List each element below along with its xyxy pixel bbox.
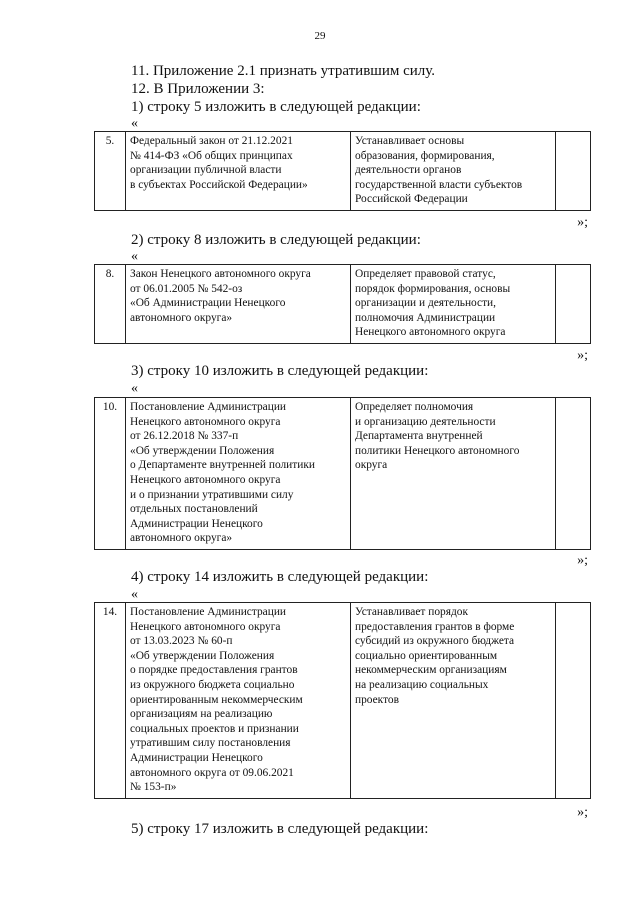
document-line: «Об утверждении Положения — [130, 649, 275, 662]
document-cell — [126, 603, 351, 799]
table-row — [95, 132, 591, 211]
purpose-line: Устанавливает основы — [355, 135, 465, 147]
document-line: отдельных постановлений — [130, 503, 258, 516]
opening-quote: « — [131, 249, 138, 264]
row-number: 10. — [95, 398, 126, 550]
purpose-line: некоммерческим организациям — [355, 664, 507, 677]
item-12-text: 12. В Приложении 3: — [131, 81, 265, 97]
row-10-table — [94, 397, 591, 550]
document-line: от 26.12.2018 № 337-п — [130, 430, 239, 443]
purpose-cell — [351, 398, 556, 550]
document-line: автономного округа» — [130, 311, 233, 324]
purpose-cell — [351, 265, 556, 344]
table-row — [95, 265, 591, 344]
document-line: и о признании утратившими силу — [130, 488, 294, 501]
empty-cell — [556, 603, 591, 799]
empty-cell — [556, 265, 591, 344]
document-line: от 13.03.2023 № 60-п — [130, 635, 233, 648]
document-line: о Департаменте внутренней политики — [130, 459, 315, 472]
document-line: в субъектах Российской Федерации» — [130, 178, 308, 191]
empty-cell — [556, 398, 591, 550]
document-line: Ненецкого автономного округа — [130, 473, 281, 486]
document-line: № 414-ФЗ «Об общих принципах — [130, 149, 293, 162]
document-line: Постановление Администрации — [130, 401, 287, 413]
row-number: 8. — [95, 265, 126, 344]
document-line: «Об утверждении Положения — [130, 444, 275, 457]
row-5-table — [94, 131, 591, 211]
purpose-line: предоставления грантов в форме — [355, 620, 515, 633]
document-line: о порядке предоставления грантов — [130, 664, 298, 677]
document-line: Ненецкого автономного округа — [130, 620, 281, 633]
document-line: Закон Ненецкого автономного округа — [130, 268, 311, 280]
purpose-line: порядок формирования, основы — [355, 282, 511, 295]
purpose-line: субсидий из окружного бюджета — [355, 635, 515, 648]
subitem-1-text: 1) строку 5 изложить в следующей редакции: — [131, 99, 421, 115]
row-8-table — [94, 264, 591, 344]
document-line: Администрации Ненецкого — [130, 517, 263, 530]
document-line: Ненецкого автономного округа — [130, 415, 281, 428]
purpose-line: Ненецкого автономного округа — [355, 326, 506, 339]
document-line: автономного округа» — [130, 532, 233, 545]
purpose-line: государственной власти субъектов — [355, 178, 523, 191]
document-line: «Об Администрации Ненецкого — [130, 297, 286, 310]
document-cell — [126, 398, 351, 550]
purpose-line: полномочия Администрации — [355, 311, 496, 324]
document-line: Постановление Администрации — [130, 606, 287, 618]
document-line: организации публичной власти — [130, 164, 282, 177]
subitem-2-text: 2) строку 8 изложить в следующей редакции: — [131, 232, 421, 248]
document-line: организациям на реализацию — [130, 708, 273, 721]
purpose-line: деятельности органов — [355, 164, 462, 177]
purpose-cell — [351, 132, 556, 211]
subitem-4-text: 4) строку 14 изложить в следующей редакции: — [131, 569, 429, 585]
document-cell — [126, 132, 351, 211]
purpose-line: Устанавливает порядок — [355, 606, 468, 618]
opening-quote: « — [131, 587, 138, 602]
purpose-line: организации и деятельности, — [355, 297, 496, 310]
opening-quote: « — [131, 381, 138, 396]
document-line: Администрации Ненецкого — [130, 751, 263, 764]
closing-quote: »; — [577, 215, 588, 230]
document-line: автономного округа от 09.06.2021 — [130, 766, 294, 779]
document-line: Федеральный закон от 21.12.2021 — [130, 135, 293, 147]
purpose-line: и организацию деятельности — [355, 415, 496, 428]
closing-quote: »; — [577, 805, 588, 820]
opening-quote: « — [131, 116, 138, 131]
closing-quote: »; — [577, 348, 588, 363]
empty-cell — [556, 132, 591, 211]
purpose-line: на реализацию социальных — [355, 678, 489, 691]
document-line: от 06.01.2005 № 542-оз — [130, 282, 243, 295]
purpose-line: Определяет полномочия — [355, 401, 474, 413]
row-number: 14. — [95, 603, 126, 799]
table-row — [95, 398, 591, 550]
purpose-line: Департамента внутренней — [355, 430, 483, 443]
row-14-table — [94, 602, 591, 799]
document-line: из окружного бюджета социально — [130, 678, 295, 691]
closing-quote: »; — [577, 553, 588, 568]
document-line: социальных проектов и признании — [130, 722, 299, 735]
purpose-line: Российской Федерации — [355, 193, 468, 206]
document-line: ориентированным некоммерческим — [130, 693, 303, 706]
item-11-text: 11. Приложение 2.1 признать утратившим силу. — [131, 63, 436, 79]
purpose-line: образования, формирования, — [355, 149, 495, 162]
purpose-line: социально ориентированным — [355, 649, 498, 662]
document-line: утратившим силу постановления — [130, 737, 291, 750]
page-number: 29 — [314, 30, 326, 42]
purpose-cell — [351, 603, 556, 799]
document-line: № 153-п» — [130, 781, 177, 794]
subitem-5-text: 5) строку 17 изложить в следующей редакции: — [131, 821, 429, 837]
document-cell — [126, 265, 351, 344]
table-row — [95, 603, 591, 799]
purpose-line: политики Ненецкого автономного — [355, 444, 520, 457]
subitem-3-text: 3) строку 10 изложить в следующей редакции: — [131, 363, 429, 379]
purpose-line: Определяет правовой статус, — [355, 268, 496, 280]
row-number: 5. — [95, 132, 126, 211]
purpose-line: округа — [355, 459, 388, 472]
purpose-line: проектов — [355, 693, 399, 706]
